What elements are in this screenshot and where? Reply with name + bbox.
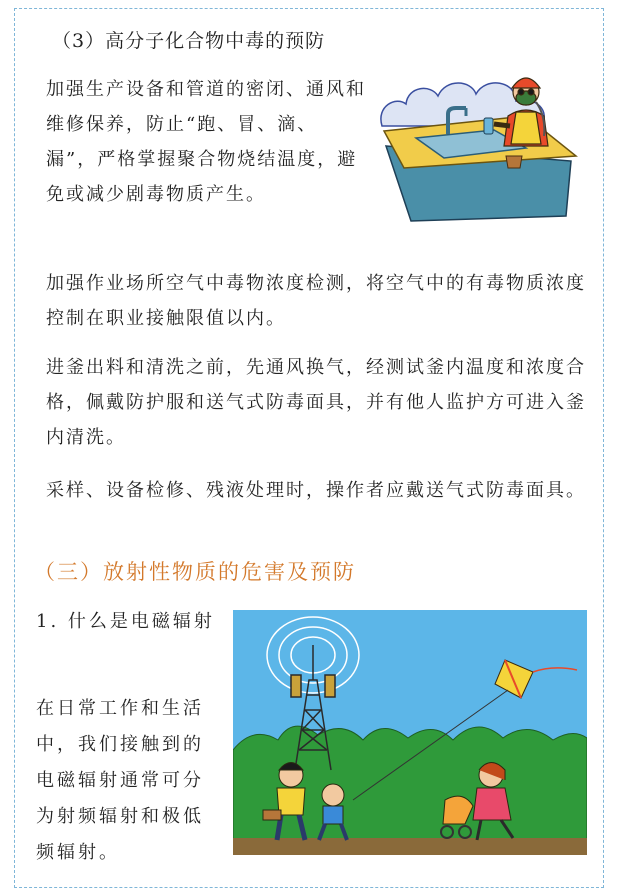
answer-paragraph: 在日常工作和生活中，我们接触到的电磁辐射通常可分为射频辐射和极低频辐射。 <box>36 698 204 863</box>
radiation-tower-illustration <box>233 610 587 855</box>
paragraph-sealing-ventilation: 加强生产设备和管道的密闭、通风和维修保养，防止“跑、冒、滴、漏”，严格掌握聚合物烧结温度，避免或减少剧毒物质产生。 <box>46 79 366 205</box>
paragraph-kettle-cleaning: 进釜出料和清洗之前，先通风换气，经测试釜内温度和浓度合格，佩戴防护服和送气式防毒面具，并有他人监护方可进入釜内清洗。 <box>46 357 586 448</box>
ground <box>233 838 587 855</box>
question-heading: 1. 什么是电磁辐射 <box>36 611 215 632</box>
worker-gas-mask-illustration <box>376 56 586 226</box>
subsection-title: （3）高分子化合物中毒的预防 <box>52 30 326 52</box>
paragraph-air-monitoring: 加强作业场所空气中毒物浓度检测，将空气中的有毒物质浓度控制在职业接触限值以内。 <box>46 273 586 329</box>
section-title: （三）放射性物质的危害及预防 <box>34 560 356 584</box>
paragraph-sampling-maintenance: 采样、设备检修、残液处理时，操作者应戴送气式防毒面具。 <box>46 480 586 501</box>
